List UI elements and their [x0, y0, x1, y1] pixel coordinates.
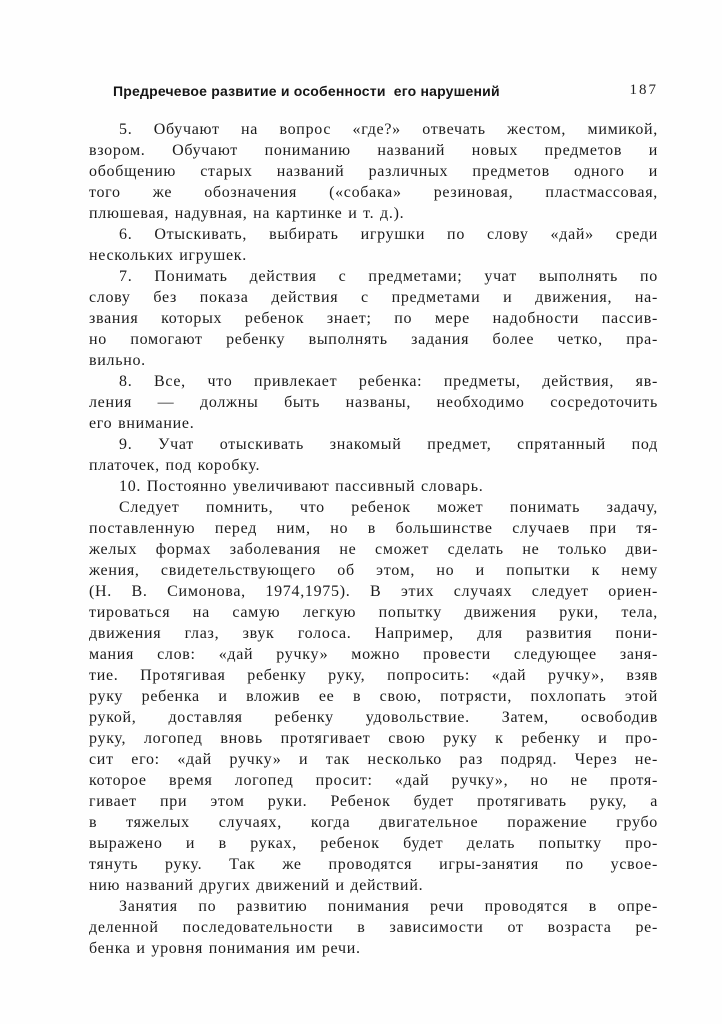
chapter-title: Предречевое развитие и особенности его нарушений [113, 83, 500, 99]
text-line: 9. Учат отыскивать знакомый предмет, спрятанный под [119, 436, 658, 453]
page-number: 187 [629, 82, 658, 98]
text-line: ления — должны быть названы, необходимо сосредоточить [89, 394, 658, 411]
text-line: 5. Обучают на вопрос «где?» отвечать жестом, мимикой, [119, 121, 658, 138]
text-line: поставленную перед ним, но в большинстве случаев при тя- [89, 520, 658, 537]
text-line: движения глаз, звук голоса. Например, для развития пони- [89, 625, 658, 642]
text-line: руку, логопед вновь протягивает свою руку к ребенку и про- [89, 730, 658, 747]
text-line: вильно. [89, 352, 146, 369]
paragraph [89, 476, 658, 497]
paragraph [89, 896, 658, 959]
text-line: тянуть руку. Так же проводятся игры-занятия по усвое- [89, 856, 658, 873]
text-line: бенка и уровня понимания им речи. [89, 940, 361, 957]
text-line: руку ребенка и вложив ее в свою, потрясти, похлопать этой [89, 688, 658, 705]
text-line: 8. Все, что привлекает ребенка: предметы, действия, яв- [119, 373, 658, 390]
page-body [89, 119, 658, 959]
text-line: жения, свидетельствующего об этом, но и попытки к нему [89, 562, 658, 579]
text-line: (Н. В. Симонова, 1974,1975). В этих случаях следует ориен- [89, 583, 658, 600]
text-line: нию названий других движений и действий. [89, 877, 424, 894]
text-line: обобщению старых названий различных предметов одного и [89, 163, 658, 180]
text-line: платочек, под коробку. [89, 457, 261, 474]
page-content [89, 82, 658, 959]
running-header [89, 82, 658, 99]
text-line: тироваться на самую легкую попытку движения руки, тела, [89, 604, 658, 621]
text-line: но помогают ребенку выполнять задания более четко, пра- [89, 331, 658, 348]
text-line: 6. Отыскивать, выбирать игрушки по слову «дай» среди [119, 226, 658, 243]
text-line: взором. Обучают пониманию названий новых предметов и [89, 142, 658, 159]
text-line: сит его: «дай ручку» и так несколько раз подряд. Через не- [89, 751, 658, 768]
text-line: звания которых ребенок знает; по мере надобности пассив- [89, 310, 658, 327]
text-line: рукой, доставляя ребенку удовольствие. Затем, освободив [89, 709, 658, 726]
text-line: тие. Протягивая ребенку руку, попросить: «дай ручку», взяв [89, 667, 658, 684]
text-line: плюшевая, надувная, на картинке и т. д.). [89, 205, 405, 222]
text-line: в тяжелых случаях, когда двигательное поражение грубо [89, 814, 658, 831]
text-line: его внимание. [89, 415, 195, 432]
text-line: деленной последовательности в зависимости от возраста ре- [89, 919, 658, 936]
text-line: мания слов: «дай ручку» можно провести следующее заня- [89, 646, 658, 663]
text-line: того же обозначения («собака» резиновая, пластмассовая, [89, 184, 658, 201]
text-line: желых формах заболевания не сможет сделать не только дви- [89, 541, 658, 558]
text-line: 10. Постоянно увеличивают пассивный словарь. [119, 478, 484, 495]
text-line: слову без показа действия с предметами и движения, на- [89, 289, 658, 306]
text-line: выражено и в руках, ребенок будет делать попытку про- [89, 835, 658, 852]
text-line: гивает при этом руки. Ребенок будет протягивать руку, а [89, 793, 658, 810]
text-line: Следует помнить, что ребенок может понимать задачу, [119, 499, 658, 516]
paragraph [89, 371, 658, 434]
text-line: 7. Понимать действия с предметами; учат выполнять по [119, 268, 658, 285]
text-line: которое время логопед просит: «дай ручку», но не протя- [89, 772, 658, 789]
paragraph [89, 266, 658, 371]
text-line: нескольких игрушек. [89, 247, 247, 264]
paragraph [89, 434, 658, 476]
paragraph [89, 224, 658, 266]
text-line: Занятия по развитию понимания речи проводятся в опре- [119, 898, 658, 915]
paragraph [89, 119, 658, 224]
paragraph [89, 497, 658, 896]
